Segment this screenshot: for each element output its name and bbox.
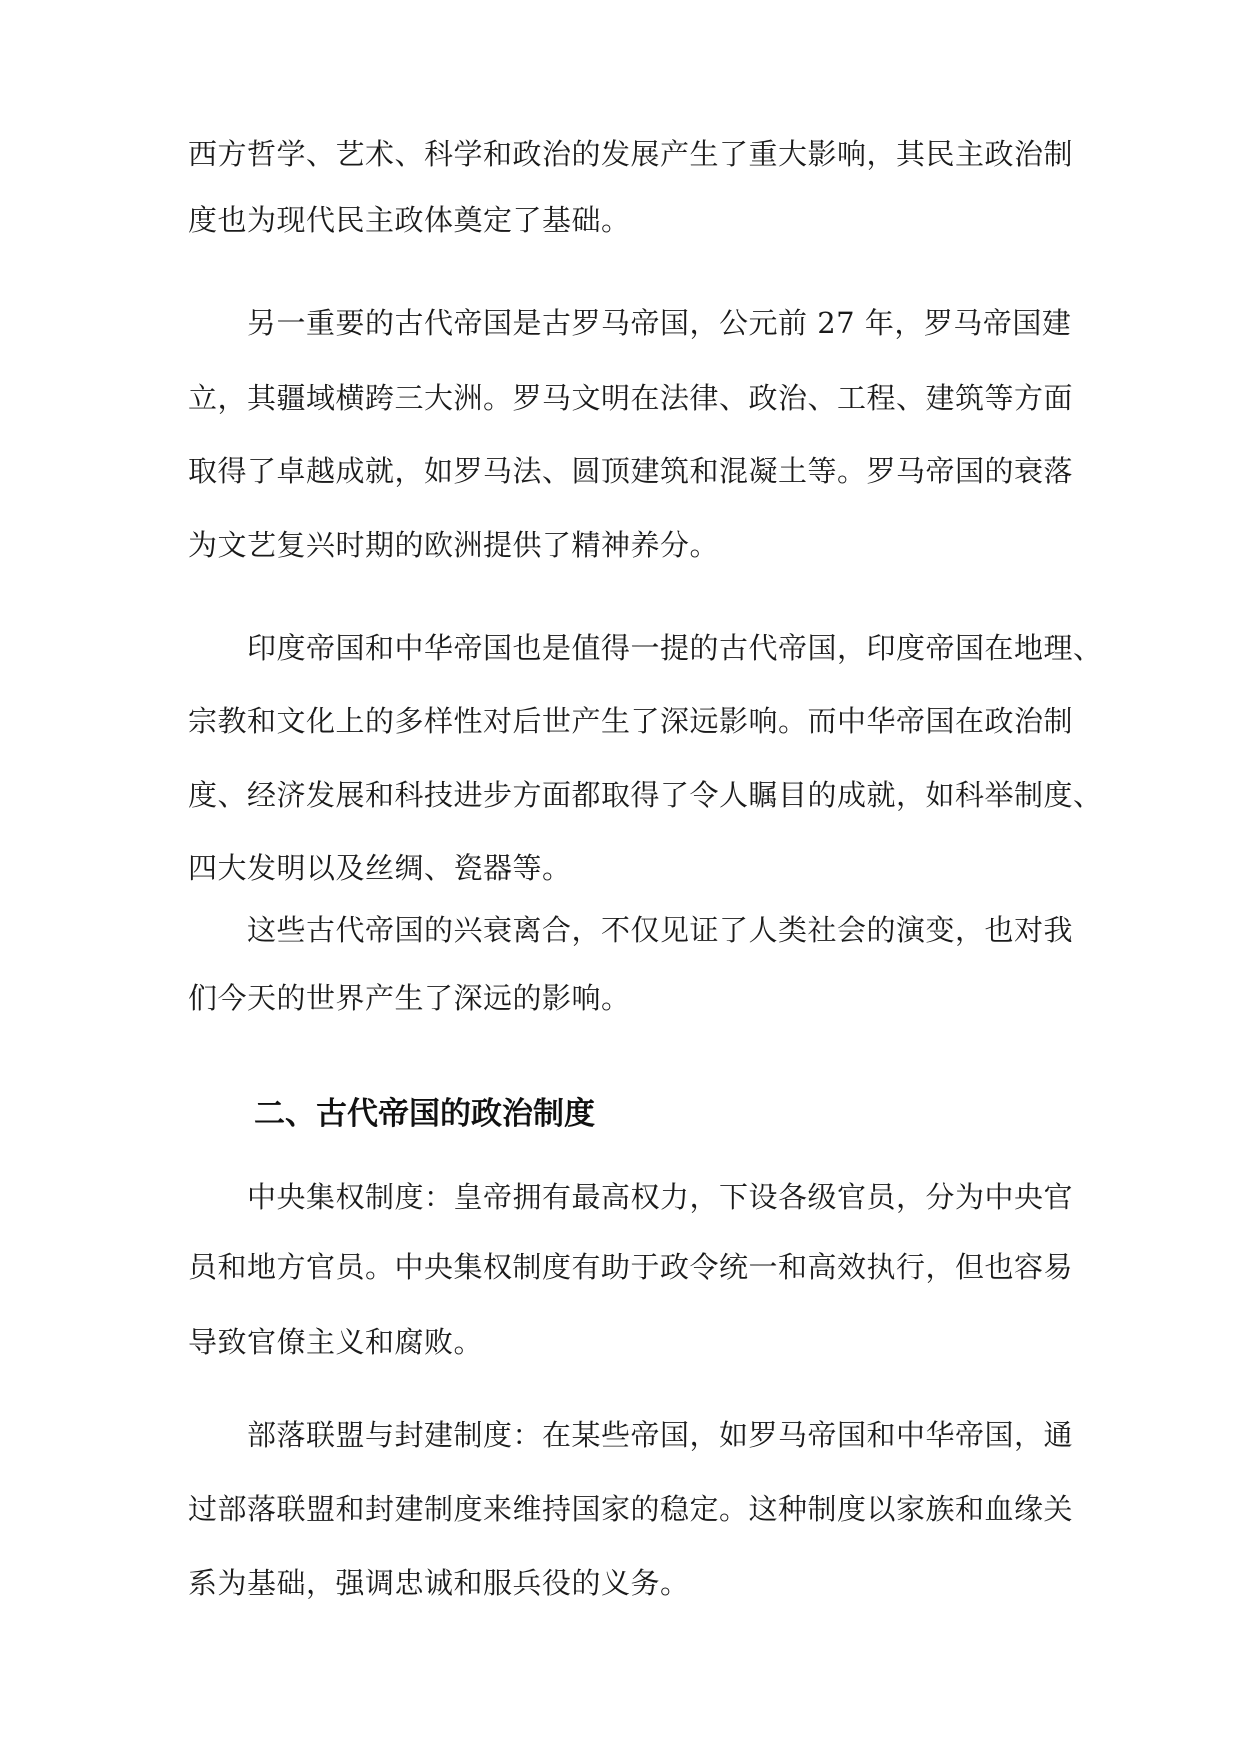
paragraph-1-line-1: 西方哲学、艺术、科学和政治的发展产生了重大影响，其民主政治制 <box>188 137 1074 171</box>
paragraph-2-line-2: 立，其疆域横跨三大洲。罗马文明在法律、政治、工程、建筑等方面 <box>188 381 1074 415</box>
section-paragraph-2-line-2: 过部落联盟和封建制度来维持国家的稳定。这种制度以家族和血缘关 <box>188 1492 1074 1526</box>
paragraph-4-line-2: 们今天的世界产生了深远的影响。 <box>188 981 631 1015</box>
section-paragraph-2-line-1: 部落联盟与封建制度：在某些帝国，如罗马帝国和中华帝国，通 <box>188 1418 1074 1452</box>
paragraph-4-line-1: 这些古代帝国的兴衰离合，不仅见证了人类社会的演变，也对我 <box>188 913 1074 947</box>
paragraph-2-line-3: 取得了卓越成就，如罗马法、圆顶建筑和混凝土等。罗马帝国的衰落 <box>188 454 1074 488</box>
section-paragraph-1-line-1: 中央集权制度：皇帝拥有最高权力，下设各级官员，分为中央官 <box>188 1180 1074 1214</box>
paragraph-2-line-1: 另一重要的古代帝国是古罗马帝国，公元前 27 年，罗马帝国建 <box>188 306 1072 340</box>
section-heading: 二、古代帝国的政治制度 <box>254 1096 595 1132</box>
paragraph-3-line-1: 印度帝国和中华帝国也是值得一提的古代帝国，印度帝国在地理、 <box>188 631 1103 665</box>
paragraph-3-line-4: 四大发明以及丝绸、瓷器等。 <box>188 851 572 885</box>
section-paragraph-1-line-2: 员和地方官员。中央集权制度有助于政令统一和高效执行，但也容易 <box>188 1250 1074 1284</box>
paragraph-2-line-4: 为文艺复兴时期的欧洲提供了精神养分。 <box>188 528 720 562</box>
paragraph-3-line-3: 度、经济发展和科技进步方面都取得了令人瞩目的成就，如科举制度、 <box>188 778 1103 812</box>
section-paragraph-1-line-3: 导致官僚主义和腐败。 <box>188 1325 484 1359</box>
section-paragraph-2-line-3: 系为基础，强调忠诚和服兵役的义务。 <box>188 1566 690 1600</box>
paragraph-1-line-2: 度也为现代民主政体奠定了基础。 <box>188 203 631 237</box>
paragraph-3-line-2: 宗教和文化上的多样性对后世产生了深远影响。而中华帝国在政治制 <box>188 704 1074 738</box>
